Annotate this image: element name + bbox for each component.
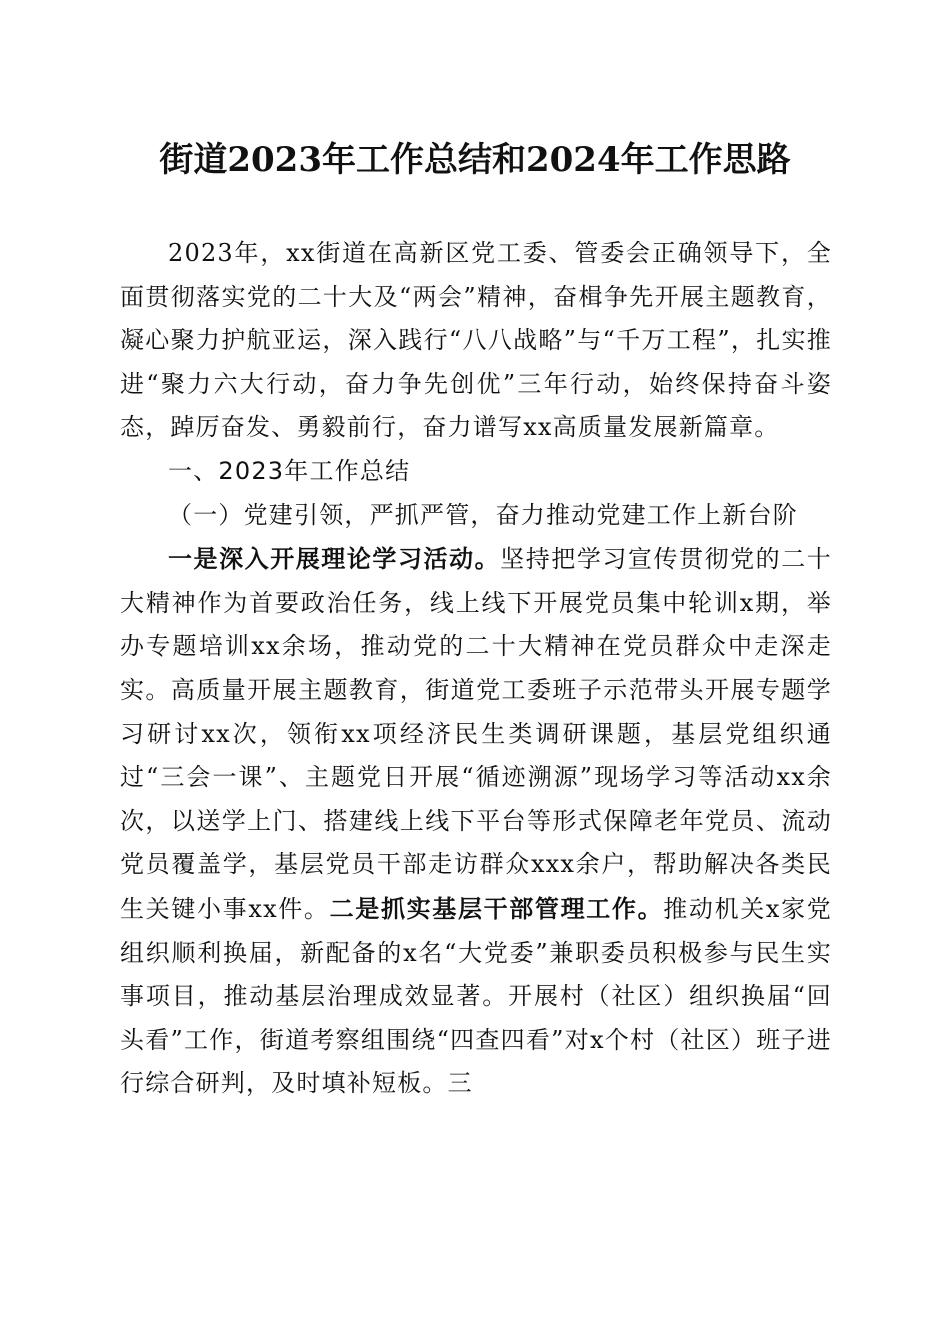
- paragraph-lead: 二是抓实基层干部管理工作。: [329, 893, 664, 923]
- section-heading: 一、2023年工作总结: [168, 456, 411, 485]
- intro-paragraph: 2023年，xx街道在高新区党工委、管委会正确领导下，全面贯彻落实党的二十大及“两会”精神，奋楫争先开展主题教育，凝心聚力护航亚运，深入践行“八八战略”与“千万工程”，扎实推进“聚力六大行动，奋力争先创优”三年行动，始终保持奋斗姿态，踔厉奋发、勇毅前行，奋力谱写xx高质量发展新篇章。: [120, 239, 832, 442]
- body-paragraph: [120, 537, 832, 1106]
- paragraph-text: 坚持把学习宣传贯彻党的二十大精神作为首要政治任务，线上线下开展党员集中轮训x期，举办专题培训xx余场，推动党的二十大精神在党员群众中走深走实。高质量开展主题教育，街道党工委班子示范带头开展专题学习研讨xx次，领衔xx项经济民生类调研课题，基层党组织通过“三会一课”、主题党日开展“循迹溯源”现场学习等活动xx余次，以送学上门、搭建线上线下平台等形式保障老年党员、流动党员覆盖学，基层党员干部走访群众xxx余户，帮助解决各类民生关键小事xx件。: [120, 545, 832, 923]
- document-title: 街道2023年工作总结和2024年工作思路: [159, 140, 791, 180]
- document-body: [120, 232, 832, 1106]
- paragraph-lead: 一是深入开展理论学习活动。: [168, 544, 501, 574]
- subsection-heading: （一）党建引领，严抓严管，奋力推动党建工作上新台阶: [168, 500, 798, 529]
- paragraph-text: 推动机关x家党组织顺利换届，新配备的x名“大党委”兼职委员积极参与民生实事项目，推动基层治理成效显著。开展村（社区）组织换届“回头看”工作，街道考察组围绕“四查四看”对x个村（社区）班子进行综合研判，及时填补短板。三: [120, 894, 832, 1098]
